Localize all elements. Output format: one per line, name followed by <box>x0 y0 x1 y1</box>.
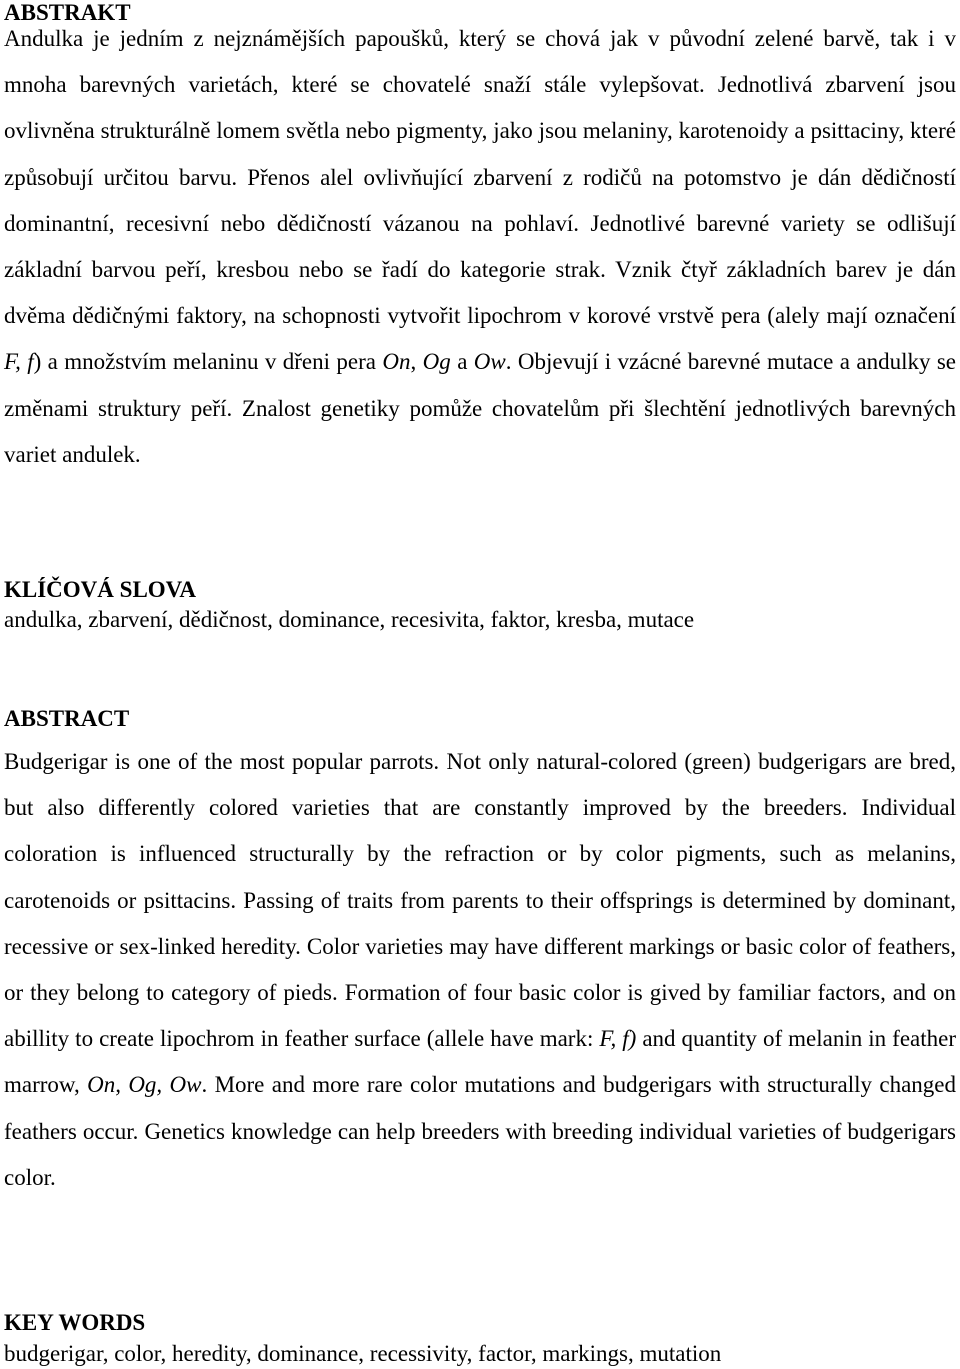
klicova-slova-section <box>4 577 956 634</box>
text-run: Andulka je jedním z nejznámějších papoušků, který se chová jak v původní zelené barvě, tak i v mnoha barevných varietách, které se chovatelé snaží stále vylepšovat. Jednotlivá zbarvení jsou ovlivněna strukturálně lomem světla nebo pigmenty, jako jsou melaniny, karotenoidy a psittaciny, které způsobují určitou barvu. Přenos alel ovlivňující zbarvení z rodičů na potomstvo je dán dědičností dominantní, recesivní nebo dědičností vázanou na pohlaví. Jednotlivé barevné variety se odlišují základní barvou peří, kresbou nebo se řadí do kategorie strak. Vznik čtyř základních barev je dán dvěma dědičnými faktory, na schopnosti vytvořit lipochrom v korové vrstvě pera (alely mají označení <box>4 26 956 329</box>
abstract-text <box>4 739 956 1201</box>
abstract-section <box>4 706 956 1201</box>
abstract-heading: ABSTRACT <box>4 706 130 731</box>
key-words-section <box>4 1310 956 1368</box>
abstrakt-text <box>4 16 956 478</box>
text-run: . Objevují i vzácné barevné mutace a andulky se změnami struktury peří. Znalost genetiky pomůže chovatelům při šlechtění jednotlivých barevných variet andulek. <box>4 349 957 467</box>
italic-term: F, f) <box>599 1026 637 1052</box>
text-run: . More and more rare color mutations and budgerigars with structurally changed feathers occur. Genetics knowledge can help breeders with breeding individual varieties of budgerigars color. <box>4 1072 956 1190</box>
text-run: and quantity of melanin in feather marrow, <box>4 1026 957 1098</box>
text-run: a <box>450 349 474 375</box>
klicova-slova-text: andulka, zbarvení, dědičnost, dominance, recesivita, faktor, kresba, mutace <box>4 607 695 632</box>
key-words-heading: KEY WORDS <box>4 1310 146 1335</box>
italic-term: F, f <box>4 349 34 375</box>
abstrakt-section <box>4 0 956 478</box>
text-run: Budgerigar is one of the most popular parrots. Not only natural-colored (green) budgerigars are bred, but also differently colored varieties that are constantly improved by the breeders. Individual coloration is influenced structurally by the refraction or by color pigments, such as melanins, carotenoids or psittacins. Passing of traits from parents to their offsprings is determined by dominant, recessive or sex-linked heredity. Color varieties may have different markings or basic color of feathers, or they belong to category of pieds. Formation of four basic color is gived by familiar factors, and on abillity to create lipochrom in feather surface (allele have mark: <box>4 749 956 1052</box>
klicova-slova-heading: KLÍČOVÁ SLOVA <box>4 577 196 602</box>
italic-term: On, Og, Ow <box>87 1072 202 1098</box>
text-run: , <box>410 349 423 375</box>
text-run: ) a množstvím melaninu v dřeni pera <box>33 349 383 375</box>
italic-term: On <box>382 349 411 375</box>
italic-term: Ow <box>473 349 506 375</box>
abstrakt-heading: ABSTRAKT <box>4 0 131 25</box>
italic-term: Og <box>422 349 451 375</box>
key-words-text: budgerigar, color, heredity, dominance, recessivity, factor, markings, mutation <box>4 1341 722 1366</box>
